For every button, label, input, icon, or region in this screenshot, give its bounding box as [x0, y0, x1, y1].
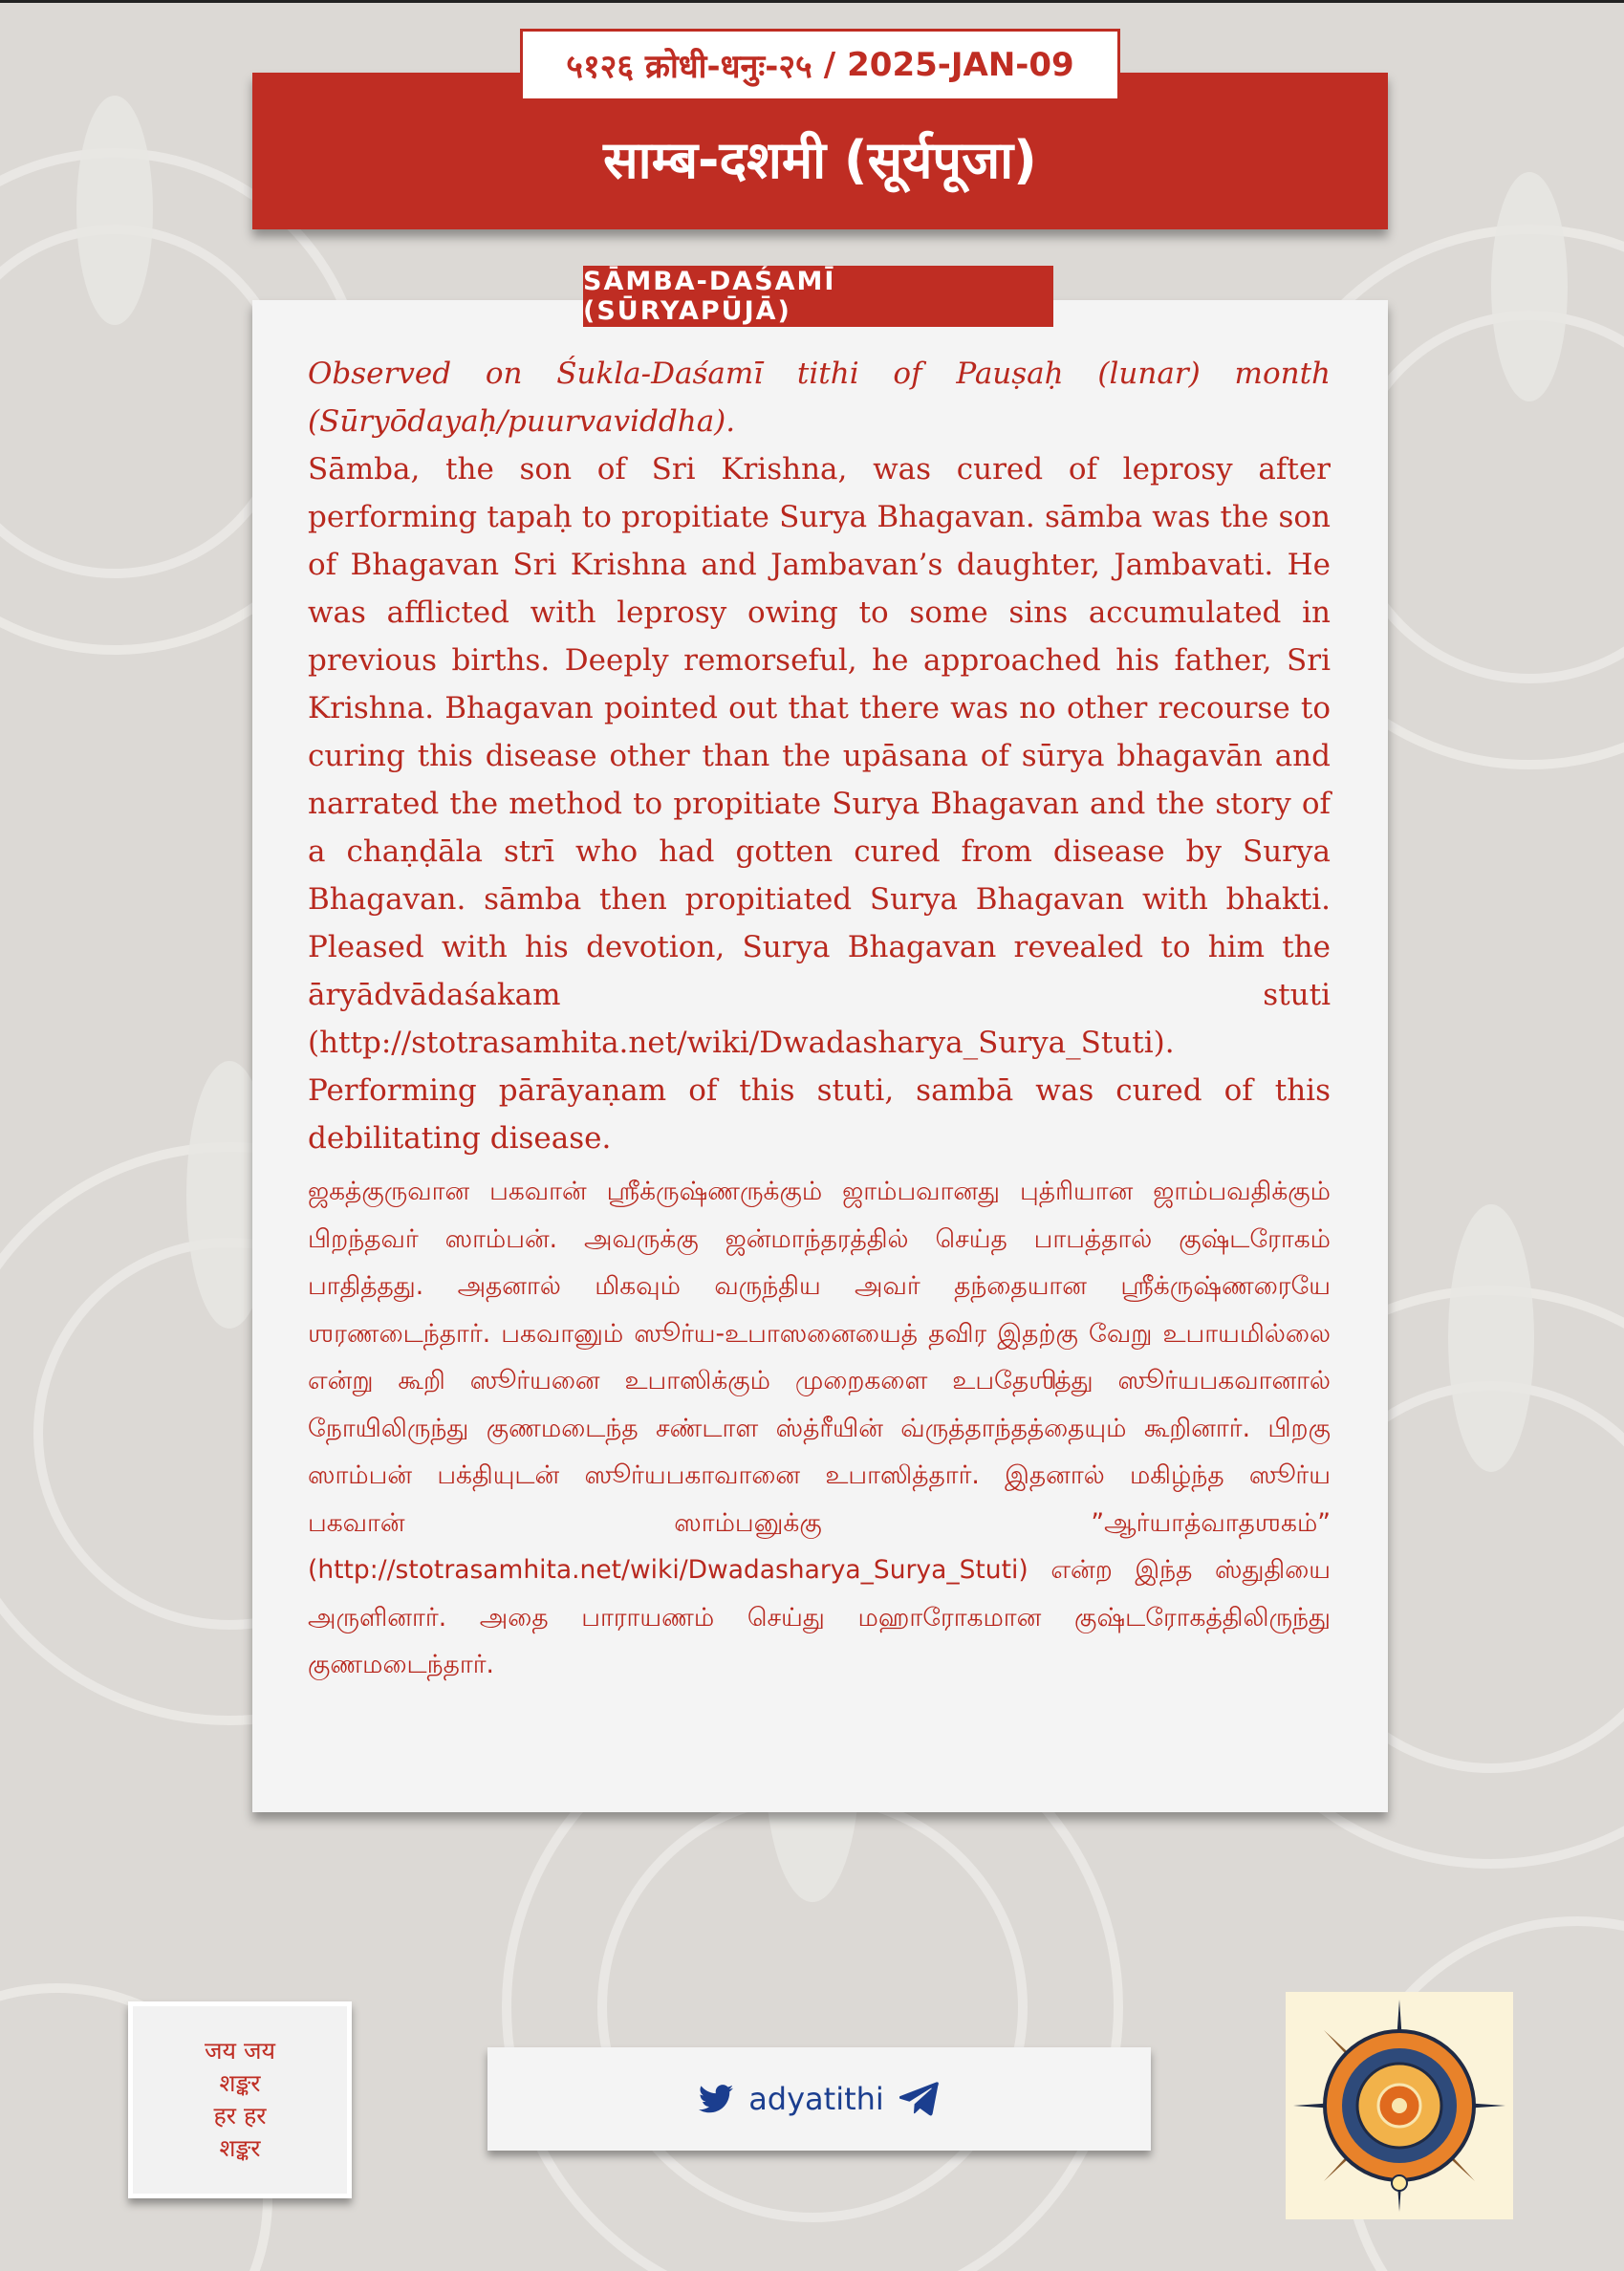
jaya-line-2: शङ्कर — [219, 2069, 261, 2097]
page-title: साम्ब-दशमी (सूर्यपूजा) — [603, 130, 1037, 190]
handle-text[interactable]: adyatithi — [748, 2081, 884, 2117]
sun-compass-logo — [1286, 1992, 1513, 2219]
english-paragraph: Sāmba, the son of Sri Krishna, was cured of leprosy after performing tapaḥ to propitiate Surya Bhagavan. sāmba was the son of Bhagavan Sri Krishna and Jambavan’s daughter, Jambavati. He was afflicted with leprosy owing to some sins accumulated in previous births. Deeply remorseful, he approached his father, Sri Krishna. Bhagavan pointed out that there was no other recourse to curing this disease other than the upāsana of sūrya bhagavān and narrated the method to propitiate Surya Bhagavan and the story of a chaṇḍāla strī who had gotten cured from disease by Surya Bhagavan. sāmba then propitiated Surya Bhagavan with bhakti. Pleased with his devotion, Surya Bhagavan revealed to him the āryādvādaśakam stuti (http://stotrasamhita.net/wiki/Dwadasharya_Surya_Stuti). Performing pārāyaṇam of this stuti, sambā was cured of this debilitating disease. — [308, 452, 1331, 1156]
jaya-line-4: शङ्कर — [219, 2134, 261, 2162]
social-handle-box[interactable] — [487, 2047, 1151, 2151]
date-gregorian: 2025-JAN-09 — [847, 46, 1074, 84]
date-separator: / — [823, 46, 836, 84]
twitter-icon[interactable] — [699, 2085, 733, 2113]
top-border-line — [0, 0, 1624, 3]
date-box — [520, 29, 1120, 101]
jaya-line-1: जय जय — [204, 2037, 276, 2065]
content-text — [308, 350, 1331, 1689]
tamil-paragraph: ஜகத்குருவான பகவான் ஸ்ரீக்ருஷ்ணருக்கும் ஜாம்பவானது புத்ரியான ஜாம்பவதிக்கும் பிறந்தவர் ஸாம்பன். அவருக்கு ஜன்மாந்தரத்தில் செய்த பாபத்தால் குஷ்டரோகம் பாதித்தது. அதனால் மிகவும் வருந்திய அவர் தந்தையான ஸ்ரீக்ருஷ்ணரையே ஶரணடைந்தார். பகவானும் ஸூர்ய-உபாஸனையைத் தவிர இதற்கு வேறு உபாயமில்லை என்று கூறி ஸூர்யனை உபாஸிக்கும் முறைகளை உபதேஶித்து ஸூர்யபகவானால் நோயிலிருந்து குணமடைந்த சண்டாள ஸ்த்ரீயின் வ்ருத்தாந்தத்தையும் கூறினார். பிறகு ஸாம்பன் பக்தியுடன் ஸூர்யபகாவானை உபாஸித்தார். இதனால் மகிழ்ந்த ஸூர்ய பகவான் ஸாம்பனுக்கு ”ஆர்யாத்வாதஶகம்” (http://stotrasamhita.net/wiki/Dwadasharya_Surya_Stuti) என்ற இந்த ஸ்துதியை அருளினார். அதை பாராயணம் செய்து மஹாரோகமான குஷ்டரோகத்திலிருந்து குணமடைந்தார். — [308, 1177, 1331, 1679]
date-sanskrit: ५१२६ क्रोधी-धनुः-२५ — [566, 48, 812, 86]
jaya-shankara-box — [128, 2001, 352, 2198]
telegram-icon[interactable] — [899, 2081, 940, 2117]
subtitle-tag: SĀMBA-DAŚAMĪ (SŪRYAPŪJĀ) — [583, 266, 1053, 327]
observed-note: Observed on Śukla-Daśamī tithi of Pauṣaḥ (lunar) month (Sūryōdayaḥ/puurvaviddha). — [308, 357, 1331, 439]
jaya-line-3: हर हर — [213, 2102, 267, 2130]
